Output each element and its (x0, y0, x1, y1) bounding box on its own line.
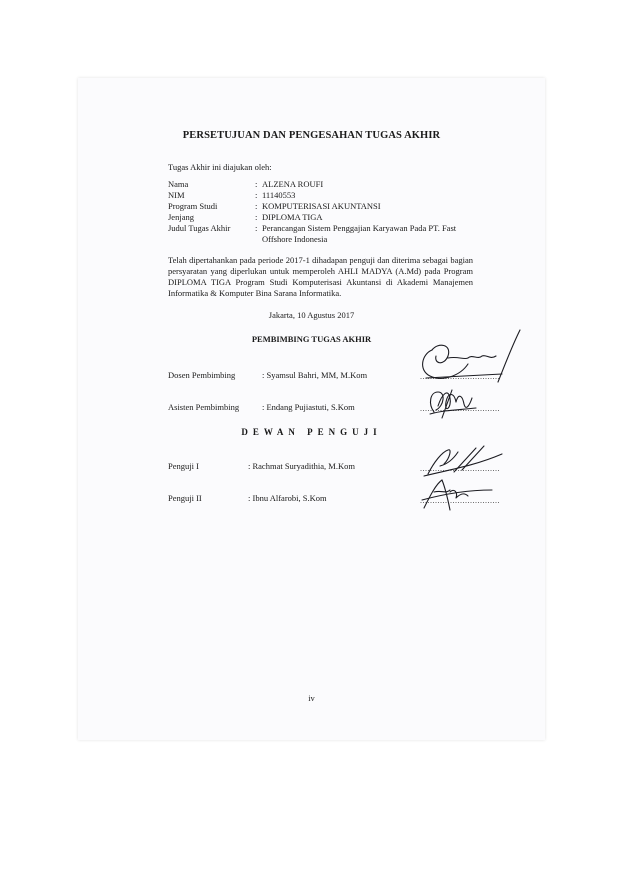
penguji-1-name: : Rachmat Suryadithia, M.Kom (248, 461, 355, 471)
signature-line: ................................ (420, 372, 500, 381)
signature-asisten-pembimbing (422, 384, 482, 424)
field-label-jenjang: Jenjang (168, 212, 194, 222)
field-value-judul-line1: Perancangan Sistem Penggajian Karyawan Pada PT. Fast (262, 223, 457, 233)
field-label-judul: Judul Tugas Akhir (168, 223, 231, 233)
field-colon: : (255, 179, 258, 189)
signature-line: ................................ (420, 496, 500, 505)
field-label-nama: Nama (168, 179, 189, 189)
penguji-2-name: : Ibnu Alfarobi, S.Kom (248, 493, 327, 503)
pembimbing-heading: PEMBIMBING TUGAS AKHIR (251, 334, 372, 344)
field-value-nim: 11140553 (262, 190, 296, 200)
penguji-1-label: Penguji I (168, 461, 199, 471)
field-value-judul-line2: Offshore Indonesia (262, 234, 328, 244)
asisten-pembimbing-label: Asisten Pembimbing (168, 402, 240, 412)
signature-dosen-pembimbing (408, 328, 528, 388)
document-title: PERSETUJUAN DAN PENGESAHAN TUGAS AKHIR (182, 130, 441, 141)
city-date: Jakarta, 10 Agustus 2017 (268, 310, 355, 320)
field-colon: : (255, 201, 258, 211)
field-label-nim: NIM (168, 190, 185, 200)
field-colon: : (255, 212, 258, 222)
signature-line: ................................ (420, 464, 500, 473)
signature-line: ................................ (420, 404, 500, 413)
dosen-pembimbing-label: Dosen Pembimbing (168, 370, 236, 380)
field-colon: : (255, 190, 258, 200)
intro-text: Tugas Akhir ini diajukan oleh: (168, 162, 272, 172)
asisten-pembimbing-name: : Endang Pujiastuti, S.Kom (262, 402, 355, 412)
document-page (78, 78, 545, 740)
field-label-program-studi: Program Studi (168, 201, 218, 211)
approval-paragraph: Telah dipertahankan pada periode 2017-1 dihadapan penguji dan diterima sebagai bagian persyaratan yang diperlukan untuk memperoleh AHLI MADYA (A.Md) pada Program DIPLOMA TIGA Program Studi Komputerisasi Akuntansi di Akademi Manajemen Informatika & Komputer Bina Sarana Informatika. (168, 255, 473, 298)
page-number: iv (308, 693, 315, 703)
field-colon: : (255, 223, 258, 233)
field-value-nama: ALZENA ROUFI (262, 179, 324, 189)
field-value-program-studi: KOMPUTERISASI AKUNTANSI (262, 201, 381, 211)
penguji-2-label: Penguji II (168, 493, 202, 503)
penguji-heading: DEWAN PENGUJI (241, 427, 382, 437)
signature-penguji-2 (416, 474, 496, 514)
field-value-jenjang: DIPLOMA TIGA (262, 212, 323, 222)
dosen-pembimbing-name: : Syamsul Bahri, MM, M.Kom (262, 370, 368, 380)
